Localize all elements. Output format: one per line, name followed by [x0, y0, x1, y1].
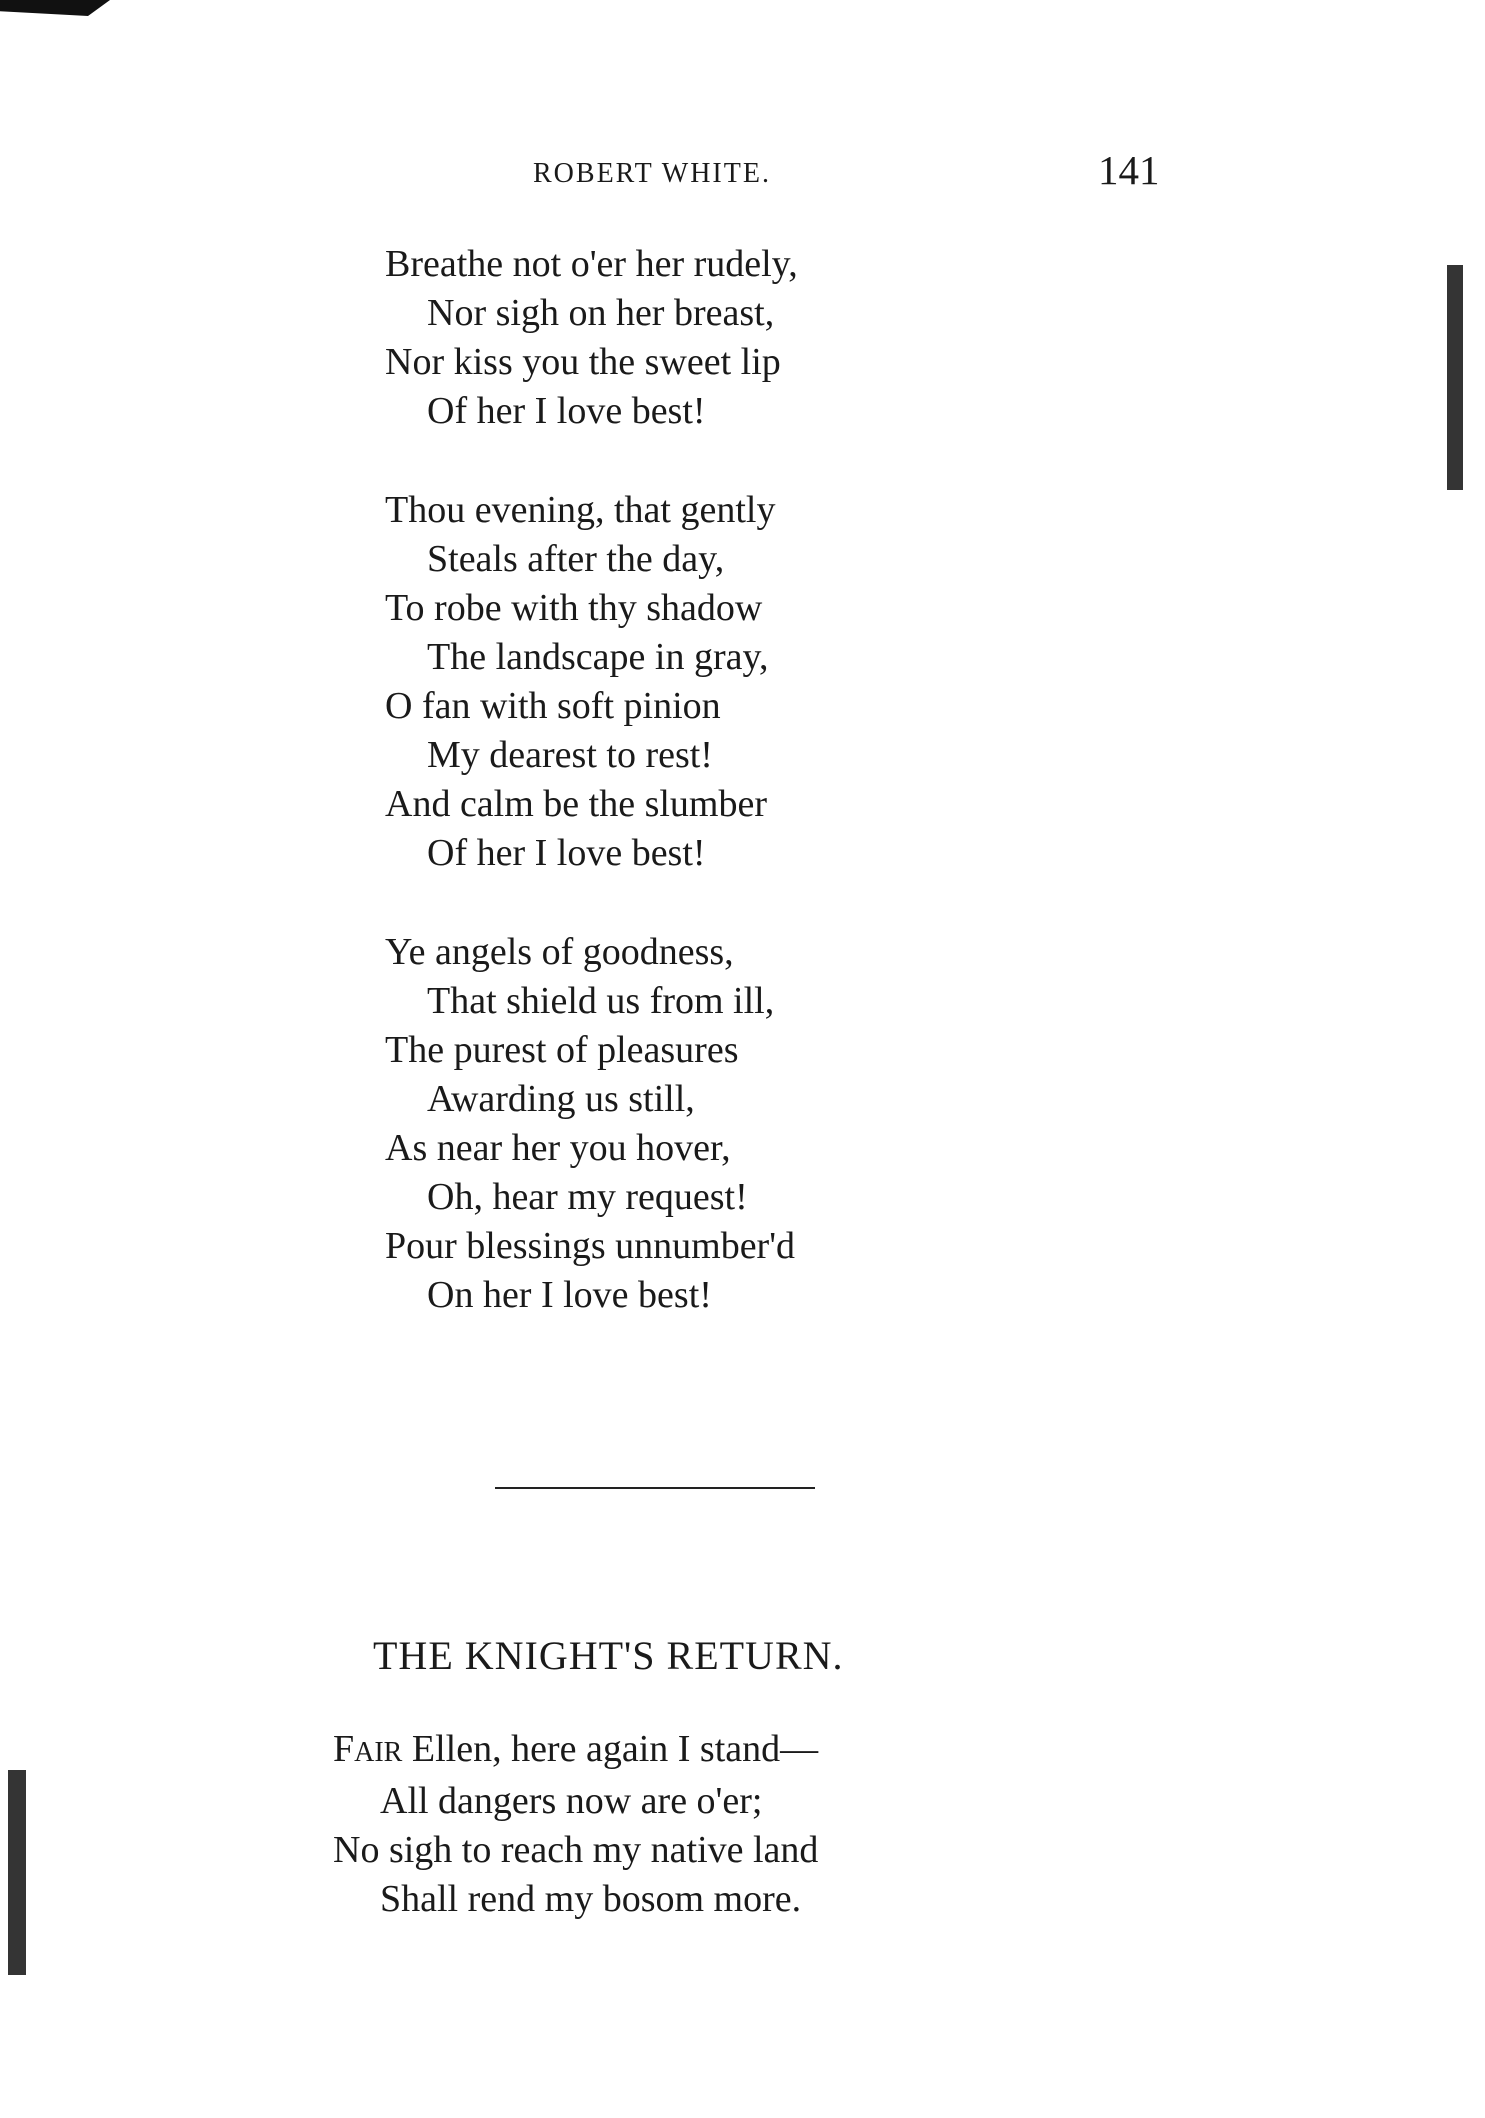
poem-line: Shall rend my bosom more.: [380, 1878, 802, 1920]
poem-line: Nor sigh on her breast,: [427, 292, 775, 334]
poem-line: On her I love best!: [427, 1274, 712, 1316]
poem-line: The landscape in gray,: [427, 636, 769, 678]
poem-line: Ye angels of goodness,: [385, 931, 734, 973]
poem-line: O fan with soft pinion: [385, 685, 721, 727]
stanza-1: [385, 240, 985, 436]
poem-line: Steals after the day,: [427, 538, 725, 580]
poem-line: That shield us from ill,: [427, 980, 775, 1022]
first-word-smallcaps: AIR: [354, 1737, 403, 1768]
poem-line: And calm be the slumber: [385, 783, 768, 825]
poem-line: Breathe not o'er her rudely,: [385, 243, 798, 285]
section-divider: [495, 1487, 815, 1489]
poem-line: Of her I love best!: [427, 832, 706, 874]
poem-line: My dearest to rest!: [427, 734, 713, 776]
running-head: ROBERT WHITE.: [533, 158, 771, 189]
scan-artifact-top-left: [0, 0, 110, 16]
poem-line: Oh, hear my request!: [427, 1176, 748, 1218]
poem-line: To robe with thy shadow: [385, 587, 763, 629]
first-line-rest: Ellen, here again I stand—: [402, 1728, 819, 1770]
scan-artifact-left-edge: [8, 1770, 26, 1975]
poem-line: As near her you hover,: [385, 1127, 731, 1169]
poem-knights-return: [333, 1725, 1033, 1924]
poem-line: All dangers now are o'er;: [380, 1780, 763, 1822]
poem-line: No sigh to reach my native land: [333, 1829, 819, 1871]
poem-line: Pour blessings unnumber'd: [385, 1225, 796, 1267]
poem-continuation: [385, 240, 985, 1320]
poem-line: The purest of pleasures: [385, 1029, 739, 1071]
drop-initial: F: [333, 1728, 355, 1770]
stanza-3: [385, 928, 985, 1320]
poem-line: Awarding us still,: [427, 1078, 695, 1120]
poem-line: Of her I love best!: [427, 390, 706, 432]
stanza-2: [385, 486, 985, 878]
scan-artifact-right-edge: [1447, 265, 1463, 490]
poem-line: Thou evening, that gently: [385, 489, 776, 531]
page-number: 141: [1098, 147, 1160, 193]
poem-title: THE KNIGHT'S RETURN.: [373, 1633, 844, 1678]
page-header: [0, 147, 1485, 200]
poem-line-first: [333, 1725, 1033, 1777]
poem-line: Nor kiss you the sweet lip: [385, 341, 781, 383]
